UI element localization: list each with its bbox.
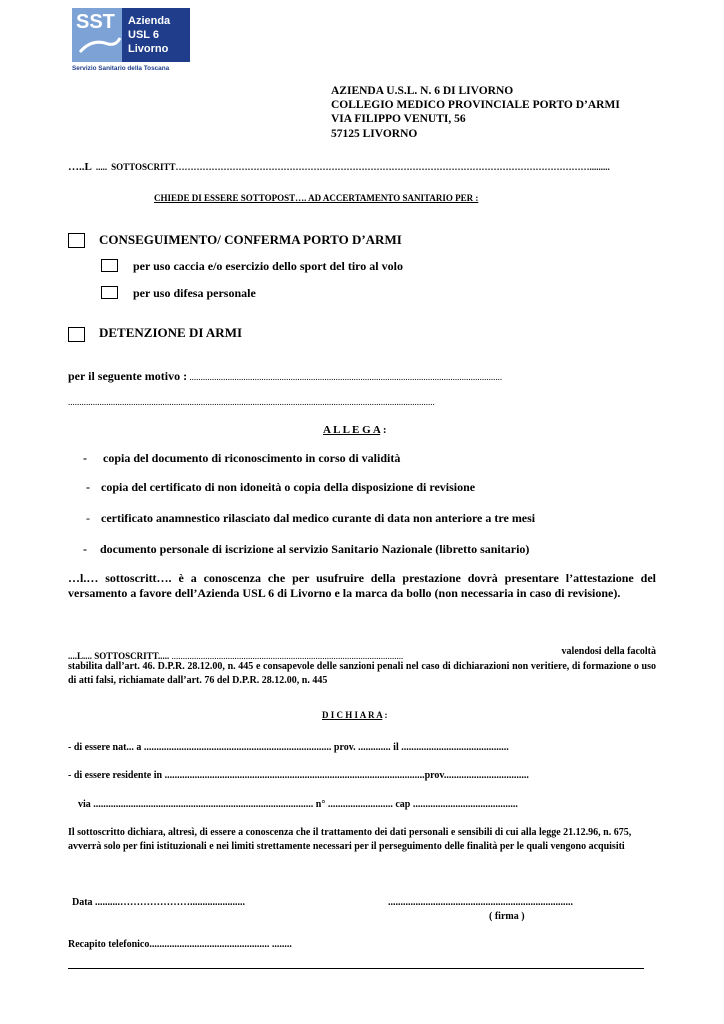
allega-colon: :: [380, 424, 387, 436]
logo-graphic: [72, 8, 190, 71]
request-text: CHIEDE DI ESSERE SOTTOPOST: [154, 193, 296, 203]
allega-item-text: certificato anamnestico rilasciato dal medico curante di data non anteriore a tre mesi: [101, 511, 536, 525]
signature-label: ( firma ): [489, 911, 525, 922]
subscriber-prefix: …..L: [68, 161, 92, 173]
declaration-label: SOTTOSCRITT.....: [92, 651, 170, 661]
subscriber-label: SOTTOSCRITT: [111, 162, 176, 172]
address-line2: COLLEGIO MEDICO PROVINCIALE PORTO D’ARMI: [331, 99, 620, 112]
field-residente[interactable]: - di essere residente in ........................................................................................................prov..................................: [68, 770, 529, 781]
signature-line[interactable]: ..........................................................................: [388, 897, 573, 908]
dichiara-title: D I C H I A R A: [322, 710, 383, 720]
logo-mark: SST: [76, 11, 115, 33]
address-line3: VIA FILIPPO VENUTI, 56: [331, 113, 466, 126]
allega-item-text: documento personale di iscrizione al servizio Sanitario Nazionale (libretto sanitario): [100, 542, 530, 556]
declaration-fill[interactable]: .......................................................................................................: [169, 651, 404, 661]
phone-label: Recapito telefonico: [68, 939, 150, 950]
bottom-rule: [68, 968, 644, 969]
option-difesa: per uso difesa personale: [133, 286, 256, 300]
bullet-dash: -: [86, 480, 90, 494]
allega-item-text: copia del documento di riconoscimento in corso di validità: [103, 451, 401, 465]
allega-item-text: copia del certificato di non idoneità o copia della disposizione di revisione: [101, 480, 476, 494]
motivo-line: [68, 367, 502, 385]
notice-paragraph: …l.… sottoscritt…. è a conoscenza che per usufruire della prestazione dovrà presentare l’attestazione del versamento a favore dell’Azienda USL 6 di Livorno e la marca da bollo (non necessaria in caso di revisione).: [68, 571, 656, 600]
subscriber-dots: .....: [95, 162, 108, 172]
declaration-text1: valendosi della facoltà: [561, 646, 656, 657]
field-via[interactable]: via ........................................................................................ n° .......................... cap ..........................................: [78, 799, 518, 810]
subscriber-line: [68, 157, 610, 175]
logo-line1: Azienda: [128, 15, 171, 27]
allega-item: [86, 480, 475, 495]
date-field[interactable]: Data ..........…………………......................: [72, 897, 246, 908]
address-line4: 57125 LIVORNO: [331, 127, 418, 140]
motivo-label: per il seguente motivo :: [68, 369, 188, 383]
request-rest: AD ACCERTAMENTO SANITARIO PER :: [306, 193, 479, 203]
checkbox-porto[interactable]: [68, 233, 85, 248]
bullet-dash: -: [83, 451, 87, 465]
dichiara-colon: :: [382, 710, 388, 720]
option-detenzione: DETENZIONE DI ARMI: [99, 325, 243, 340]
address-block: [331, 84, 620, 141]
allega-item: [86, 511, 535, 526]
address-line1: AZIENDA U.S.L. N. 6 DI LIVORNO: [331, 85, 514, 97]
declaration-text2: stabilita dall’art. 46. D.P.R. 28.12.00, n. 445 e consapevole delle sanzioni penali nel caso di dichiarazioni non veritiere, di formazione o uso di atti falsi, richiamate dall’art. 76 del D.P.R. 28.12.00, n. 445: [68, 661, 656, 686]
checkbox-detenzione[interactable]: [68, 327, 85, 342]
bullet-dash: -: [83, 542, 87, 556]
phone-line: [68, 939, 292, 950]
field-nato[interactable]: - di essere nat... a ........................................................................... prov. ............. il ...........................................: [68, 742, 509, 753]
logo-line2: USL 6: [128, 29, 159, 41]
allega-heading: [323, 424, 387, 436]
allega-item: [83, 542, 529, 557]
privacy-statement: Il sottoscritto dichiara, altresì, di essere a conoscenza che il trattamento dei dati personali e sensibili di cui alla legge 21.12.96, n. 675, avverrà solo per fini istituzionali e nei limiti strettamente necessari per il perseguimento delle finalità per le quali vengono acquisiti: [68, 827, 632, 852]
bullet-dash: -: [86, 511, 90, 525]
dichiara-heading: [322, 710, 388, 720]
subscriber-fill[interactable]: ………………………………………………………………………………………………………………………….........: [175, 162, 610, 172]
motivo-fill[interactable]: ...........................................................................................................................................: [187, 372, 503, 382]
option-caccia: per uso caccia e/o esercizio dello sport del tiro al volo: [133, 259, 403, 273]
request-dots: ….: [295, 193, 307, 203]
declaration-prefix: ....L....: [68, 651, 93, 661]
allega-item: [83, 451, 400, 466]
phone-field[interactable]: ................................................ ........: [149, 939, 292, 950]
checkbox-difesa[interactable]: [101, 286, 118, 299]
request-line: [154, 193, 478, 203]
option-porto: CONSEGUIMENTO/ CONFERMA PORTO D’ARMI: [99, 232, 402, 247]
checkbox-caccia[interactable]: [101, 259, 118, 272]
allega-title: A L L E G A: [323, 424, 381, 436]
motivo-line2[interactable]: ...................................................................................................................................................................: [68, 397, 435, 407]
logo-subtitle: Servizio Sanitario della Toscana: [72, 65, 170, 71]
logo: [72, 8, 190, 71]
logo-line3: Livorno: [128, 43, 169, 55]
